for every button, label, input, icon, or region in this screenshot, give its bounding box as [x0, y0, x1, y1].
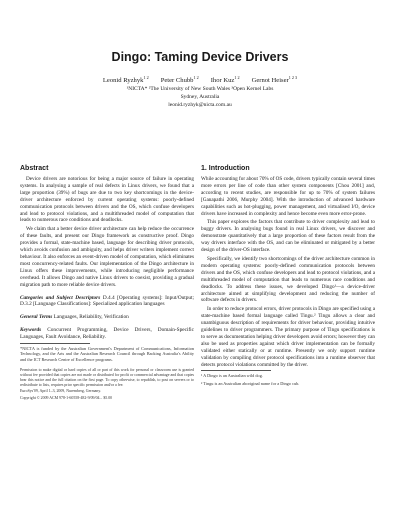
right-column — [201, 165, 375, 388]
categories: Categories and Subject Descriptors D.4.4 [Operating systems]: Input/Output; D.3.2 [Language Classifications]: Specialized application languages — [20, 294, 195, 308]
intro-heading: 1. Introduction — [201, 165, 250, 172]
footnote: ² Tingu is an Australian aboriginal name for a Dingo cub. — [201, 380, 300, 386]
copyright-notice: Copyright © 2009 ACM 978-1-60558-482-9/09/04... $5.00 — [20, 396, 113, 401]
author: Peter Chubb$^{1 2}$ — [160, 75, 199, 85]
footnote-rule — [20, 343, 90, 344]
author: Gernot Heiser$^{1 2 3}$ — [251, 75, 298, 85]
location: Sydney, Australia — [180, 94, 220, 100]
author-list — [0, 75, 400, 84]
footnote: ¹ A Dingo is an Australian wild dog. — [201, 373, 263, 379]
intro-paragraph: Specifically, we identify two shortcomings of the driver architecture common in modern operating systems: poorly-defined communication protocols between drivers and the OS, which confuse developers and lead to protocol violations, and a multithreaded model of computation that leads to numerous race conditions and deadlocks. To address these issues, we developed Dingo¹—a device-driver architecture aimed at simplifying development and reducing the number of software defects in drivers. — [201, 255, 375, 304]
abstract-paragraph: We claim that a better device driver architecture can help reduce the occurrence of these faults, and present our Dingo framework as constructive proof. Dingo provides a formal, state-machine based, language for describing driver protocols, which avoids confusion and ambiguity, and helps driver writers implement correct behaviour. It also enforces an event-driven model of computation, which eliminates most concurrency-related faults. Our implementation of the Dingo architecture in Linux offers these improvements, while introducing negligible performance overhead. It allows Dingo and native Linux drivers to coexist, providing a gradual migration path to more reliable device drivers. — [20, 226, 194, 288]
author: Leonid Ryzhyk$^{1 2}$ — [102, 75, 149, 85]
intro-paragraph: While accounting for about 70% of OS code, drivers typically contain several times more errors per line of code than other system components [Chou 2001] and, according to recent studies, are responsible for up to 70% of system failures [Ganapathi 2006, Murphy 2004]. With the introduction of advanced hardware capabilities such as hot-plugging, power management, and virtualised I/O, device drivers have increased in complexity and hence become even more error-prone. — [201, 176, 375, 217]
intro-paragraph: In order to reduce protocol errors, driver protocols in Dingo are specified using a state-machine based formal language called Tingu.² Tingu allows a clear and unambiguous description of requirements for driver behaviour, providing intuitive guidelines to driver programmers. The primary purpose of Tingu specifications is to serve as documentation helping driver developers avoid errors; however they can also be used as properties against which driver implementation can be formally validated either statically or at runtime. Presently we only support runtime validation by compiling driver protocol specifications into a runtime observer that detects protocol violations committed by the driver. — [201, 306, 375, 368]
paper-title: Dingo: Taming Device Drivers — [111, 50, 289, 64]
email: leonid.ryzhyk@nicta.com.au — [168, 102, 232, 108]
affiliations: ¹NICTA* ²The University of New South Wales ³Open Kernel Labs — [126, 86, 274, 92]
funding-footnote: *NICTA is funded by the Australian Government's Department of Communications, Information Technology, and the Arts and the Australian Research Council through Backing Australia's Ability and the ICT Research Centre of Excellence programs. — [20, 346, 194, 362]
keywords: Keywords Concurrent Programming, Device Drivers, Domain-Specific Languages, Fault Avoidance, Reliability. — [20, 327, 194, 341]
conference-info: EuroSys'09, April 1–3, 2009, Nuremberg, Germany. — [20, 389, 101, 394]
intro-paragraph: This paper explores the factors that contribute to driver complexity and lead to buggy drivers. In analysing bugs found in real Linux drivers, we discover and demonstrate quantitatively that a large proportion of these factors result from the way drivers interface with the OS, and can be eliminated or mitigated by a better design of the driver-OS interface. — [201, 219, 375, 254]
permission-notice: Permission to make digital or hard copies of all or part of this work for personal or classroom use is granted without fee provided that copies are not made or distributed for profit or commercial advantage and that copies bear this notice and the full citation on the first page. To copy otherwise, to republish, to post on servers or to redistribute to lists, requires prior specific permission and/or a fee. — [20, 368, 194, 387]
abstract-paragraph: Device drivers are notorious for being a major source of failure in operating systems. In analysing a sample of real defects in Linux drivers, we found that a large proportion (39%) of bugs are due to two key shortcomings in the device-driver architecture enforced by current operating systems: poorly-defined communication protocols between drivers and the OS, which confuse developers and lead to protocol violations, and a multithreaded model of computation that leads to numerous race conditions and deadlocks. — [20, 176, 194, 224]
footnote-rule — [201, 370, 271, 371]
abstract-heading: Abstract — [20, 165, 49, 172]
left-column — [20, 165, 194, 403]
general-terms: General Terms Languages, Reliability, Verification — [20, 314, 129, 321]
author: Ihor Kuz$^{1 2}$ — [210, 75, 240, 85]
